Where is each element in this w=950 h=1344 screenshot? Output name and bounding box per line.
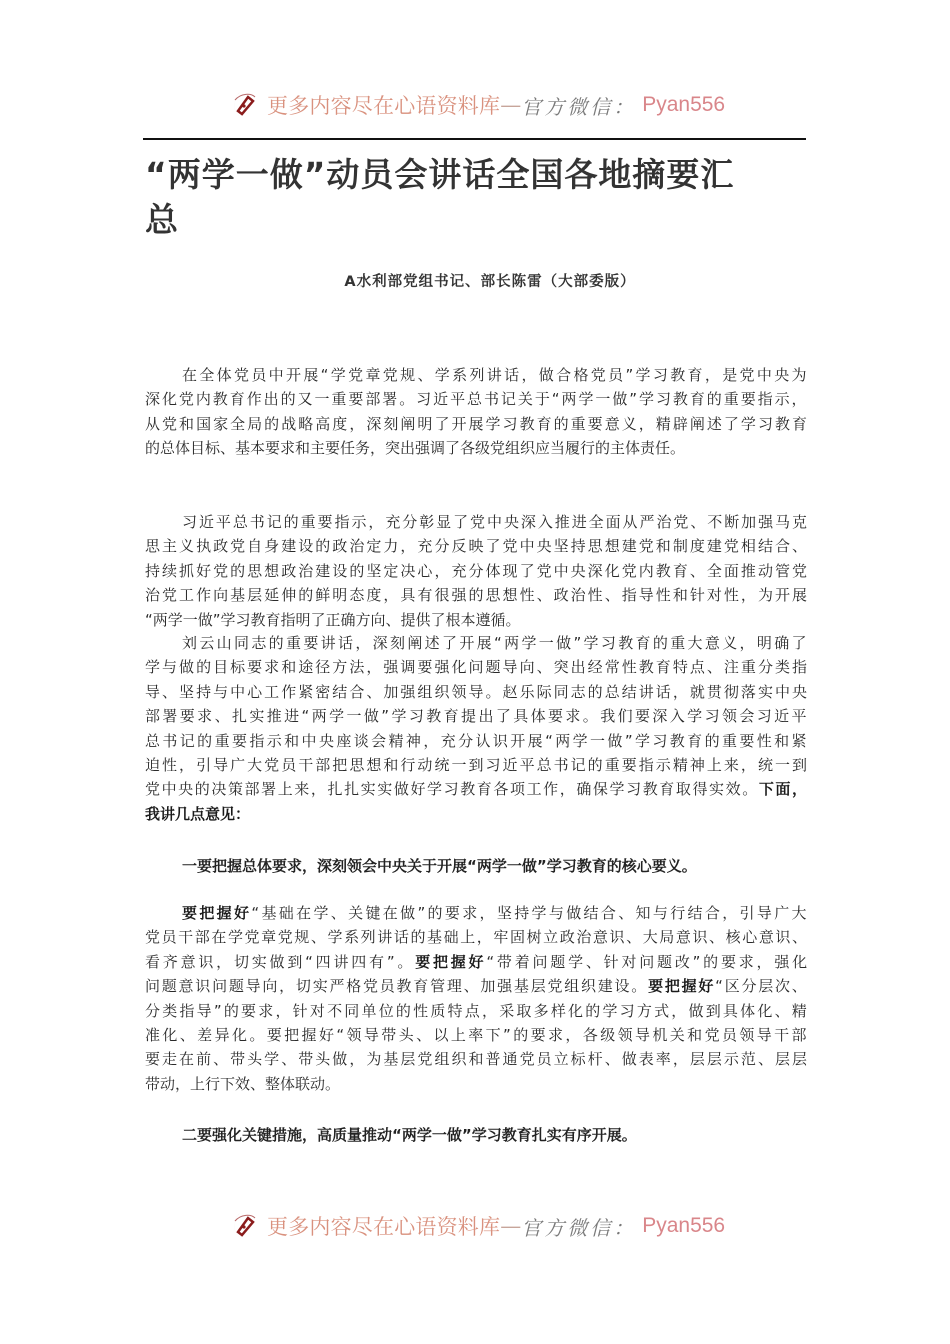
paragraph-1	[145, 363, 810, 461]
text-line	[145, 777, 807, 801]
text-run: “区分层次、	[715, 977, 809, 996]
watermark-official-label: 官方微信：	[521, 94, 637, 119]
text-line: 习近平总书记的重要指示，充分彰显了党中央深入推进全面从严治党、不断加强马克	[182, 513, 809, 531]
paragraph-3	[145, 631, 810, 826]
text-line	[145, 974, 807, 998]
text-line	[145, 950, 810, 974]
text-line: 持续抓好党的思想政治建设的坚定决心，充分体现了党中央深化党内教育、全面推动管党	[145, 561, 810, 580]
text-run: 问题意识问题导向，切实严格党员教育管理、加强基层党组织建设。	[145, 977, 649, 996]
section-heading-1: 一要把握总体要求，深刻领会中央关于开展“两学一做”学习教育的核心要义。	[182, 857, 697, 875]
pen-nib-logo-icon	[224, 85, 264, 125]
text-line: 党员干部在学党章党规、学系列讲话的基础上，牢固树立政治意识、大局意识、核心意识、	[145, 928, 809, 947]
watermark-site-text: 更多内容尽在心语资料库	[267, 94, 501, 118]
text-line: 要走在前、带头学、带头做，为基层党组织和普通党员立标杆、做表率，层层示范、层层	[145, 1050, 810, 1069]
watermark-dash: —	[500, 93, 522, 117]
section-heading-2: 二要强化关键措施，高质量推动“两学一做”学习教育扎实有序开展。	[182, 1126, 637, 1144]
text-line: 迫性，引导广大党员干部把思想和行动统一到习近平总书记的重要指示精神上来，统一到	[145, 755, 810, 774]
text-line: 思主义执政党自身建设的政治定力，充分反映了党中央坚持思想建党和制度建党相结合、	[145, 537, 810, 556]
paragraph-4	[145, 901, 810, 1096]
text-line: “两学一做”学习教育指明了正确方向、提供了根本遵循。	[145, 610, 521, 629]
bold-text-run: 要把握好	[648, 977, 716, 996]
document-title	[145, 152, 815, 242]
text-run: “带着问题学、针对问题改”的要求，强化	[486, 952, 810, 971]
text-line: 部署要求、扎实推进“两学一做”学习教育提出了具体要求。我们要深入学习领会习近平	[145, 707, 809, 726]
text-run: 党中央的决策部署上来，扎扎实实做好学习教育各项工作，确保学习教育取得实效。	[145, 780, 759, 799]
text-run: “基础在学、关键在做”的要求，坚持学与做结合、知与行结合，引导广大	[251, 904, 809, 922]
text-line	[145, 901, 807, 925]
title-line: “两学一做”动员会讲话全国各地摘要汇	[145, 155, 735, 194]
text-line: 治党工作向基层延伸的鲜明态度，具有很强的思想性、政治性、指导性和针对性，为开展	[145, 586, 810, 605]
paragraph-2	[145, 510, 810, 632]
text-line: 我讲几点意见：	[145, 804, 251, 823]
watermark-wechat-id: Pyan556	[642, 1214, 726, 1237]
text-line: 分类指导”的要求，针对不同单位的性质特点，采取多样化的学习方式，做到具体化、精	[145, 1001, 809, 1020]
document-subtitle: A水利部党组书记、部长陈雷（大部委版）	[344, 274, 636, 290]
pen-nib-logo-icon	[224, 1206, 264, 1246]
watermark-official-label: 官方微信：	[521, 1215, 637, 1240]
footer-watermark	[224, 1204, 726, 1248]
text-line: 总书记的重要指示和中央座谈会精神，充分认识开展“两学一做”学习教育的重要性和紧	[145, 731, 809, 750]
bold-text-run: 要把握好	[415, 952, 487, 971]
watermark-dash: —	[500, 1214, 522, 1238]
text-line: 导、坚持与中心工作紧密结合、加强组织领导。赵乐际同志的总结讲话，就贯彻落实中央	[145, 682, 810, 701]
text-line: 刘云山同志的重要讲话，深刻阐述了开展“两学一做”学习教育的重大意义，明确了	[182, 634, 809, 652]
bold-text-run: 要把握好	[182, 904, 252, 922]
header-rule	[143, 138, 806, 140]
text-run: 看齐意识，切实做到“四讲四有”。	[145, 952, 416, 971]
text-line: 从党和国家全局的战略高度，深刻阐明了开展学习教育的重要意义，精辟阐述了学习教育	[145, 414, 810, 433]
bold-text-run: 下面，	[758, 780, 809, 799]
text-line: 深化党内教育作出的又一重要部署。习近平总书记关于“两学一做”学习教育的重要指示，	[145, 390, 809, 409]
watermark-site-text: 更多内容尽在心语资料库	[267, 1215, 501, 1239]
text-line: 的总体目标、基本要求和主要任务，突出强调了各级党组织应当履行的主体责任。	[145, 439, 686, 458]
text-line: 在全体党员中开展“学党章党规、学系列讲话，做合格党员”学习教育，是党中央为	[182, 366, 809, 384]
text-line: 准化、差异化。要把握好“领导带头、以上率下”的要求，各级领导机关和党员领导干部	[145, 1025, 809, 1044]
header-watermark	[224, 83, 726, 127]
text-line: 学与做的目标要求和途径方法，强调要强化问题导向、突出经常性教育特点、注重分类指	[145, 658, 810, 677]
watermark-wechat-id: Pyan556	[642, 93, 726, 116]
text-line: 带动，上行下效、整体联动。	[145, 1074, 341, 1093]
title-line: 总	[145, 200, 179, 239]
